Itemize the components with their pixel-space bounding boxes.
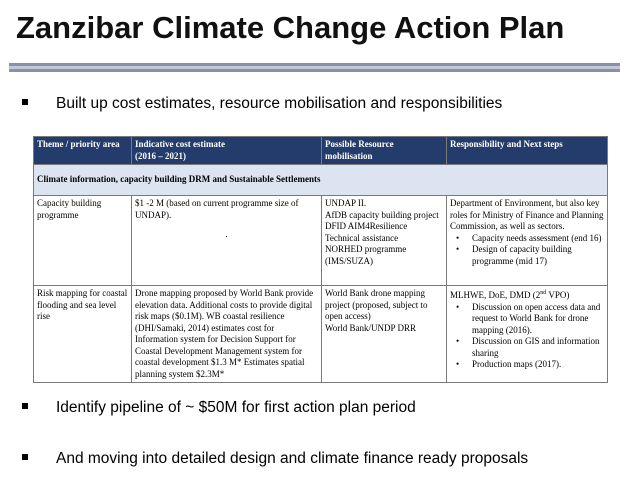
list-item: • Design of capacity building programme (mid 17)	[472, 244, 604, 267]
section-title: Climate information, capacity building DRM and Sustainable Settlements	[34, 165, 608, 196]
cell-cost: $1 -2 M (based on current programme size of UNDAP). .	[132, 196, 322, 286]
bullet-square-icon	[22, 403, 28, 409]
title-divider	[9, 63, 620, 72]
bullet-cost-estimates: Built up cost estimates, resource mobilisation and responsibilities	[22, 95, 502, 113]
bullet-detailed-design: And moving into detailed design and climate finance ready proposals	[22, 450, 528, 468]
list-item: • Discussion on GIS and information sharing	[472, 336, 604, 359]
cell-resource: World Bank drone mapping project (proposed, subject to open access) World Bank/UNDP DRR	[322, 286, 447, 383]
list-item: • Discussion on open access data and request to World Bank for drone mapping (2016).	[472, 302, 604, 337]
slide-title: Zanzibar Climate Change Action Plan	[16, 10, 565, 45]
table-row	[34, 286, 608, 383]
cell-responsibility: MLHWE, DoE, DMD (2nd VPO) • Discussion on open access data and request to World Bank for drone mapping (2016). • Discussion on GIS and information sharing • Production maps (2017).	[447, 286, 608, 383]
bullet-square-icon	[22, 99, 28, 105]
cell-responsibility: Department of Environment, but also key roles for Ministry of Finance and Planning Commission, as well as sectors. • Capacity needs assessment (end 16) • Design of capacity building programme (mid 17)	[447, 196, 608, 286]
cell-resource: UNDAP II. AfDB capacity building project DFID AIM4Resilience Technical assistance NORHED programme (IMS/SUZA)	[322, 196, 447, 286]
action-plan-table	[33, 136, 608, 383]
bullet-square-icon	[22, 454, 28, 460]
bullet-pipeline: Identify pipeline of ~ $50M for first action plan period	[22, 399, 416, 417]
table-header-row	[34, 137, 608, 165]
header-cost: Indicative cost estimate (2016 – 2021)	[132, 137, 322, 165]
cell-cost: Drone mapping proposed by World Bank provide elevation data. Additional costs to provide digital risk maps ($0.1M). WB coastal resilience (DHI/Samaki, 2014) estimates cost for Information system for Decision Support for Coastal Development Management system for coastal development $1.3 M* Estimates spatial planning system $2.3M*	[132, 286, 322, 383]
next-steps-list	[450, 302, 604, 371]
header-resource: Possible Resource mobilisation	[322, 137, 447, 165]
table-row	[34, 196, 608, 286]
header-responsibility: Responsibility and Next steps	[447, 137, 608, 165]
list-item: • Capacity needs assessment (end 16)	[472, 233, 604, 245]
cell-theme: Capacity building programme	[34, 196, 132, 286]
list-item: • Production maps (2017).	[472, 359, 604, 371]
cell-theme: Risk mapping for coastal flooding and sea level rise	[34, 286, 132, 383]
next-steps-list	[450, 233, 604, 268]
header-theme: Theme / priority area	[34, 137, 132, 165]
table-section-row	[34, 165, 608, 196]
